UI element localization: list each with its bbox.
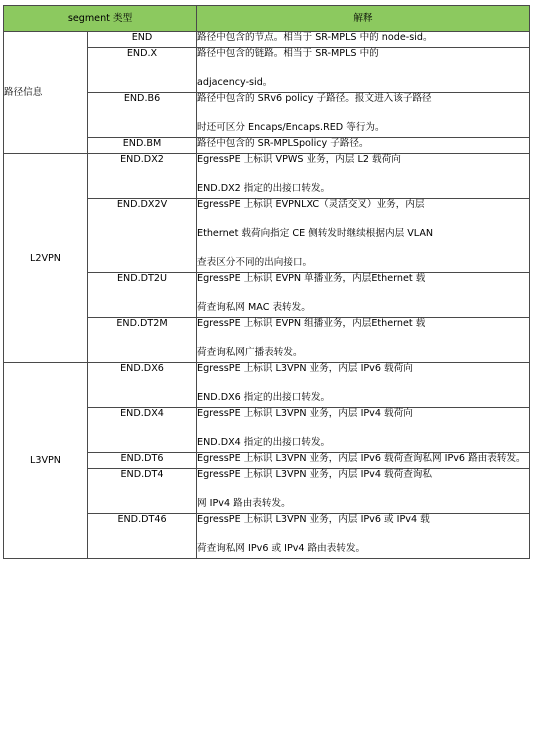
segment-code: END.DT46 [88,514,197,559]
segment-description [197,363,530,408]
segment-code: END.DT2M [88,318,197,363]
description-line: END.DX2 指定的出接口转发。 [197,183,331,195]
segment-description [197,154,530,199]
description-line: Ethernet 载荷向指定 CE 侧转发时继续根据内层 VLAN [197,228,434,240]
table-header-row [4,6,530,32]
description-line: EgressPE 上标识 L3VPN 业务，内层 IPv4 载荷向 [197,408,413,420]
segment-description [197,48,530,93]
segment-description [197,453,530,469]
description-line: EgressPE 上标识 L3VPN 业务，内层 IPv6 载荷查询私网 IPv6 路由表转发。 [197,453,526,465]
description-line: END.DX6 指定的出接口转发。 [197,392,331,404]
description-line: EgressPE 上标识 EVPN 单播业务，内层Ethernet 载 [197,273,426,285]
description-line: END.DX4 指定的出接口转发。 [197,437,331,449]
description-line: adjacency-sid。 [197,77,273,89]
segment-description [197,138,530,154]
header-segment-type: segment 类型 [4,6,197,32]
segment-description [197,514,530,559]
description-line: 荷查询私网 IPv6 或 IPv4 路由表转发。 [197,543,366,555]
description-line: 路径中包含的链路。相当于 SR-MPLS 中的 [197,48,379,60]
description-line: 荷查询私网 MAC 表转发。 [197,302,311,314]
segment-description [197,318,530,363]
segment-code: END.DX2 [88,154,197,199]
table-row [4,32,530,48]
segment-code: END.BM [88,138,197,154]
segment-description [197,273,530,318]
description-line: EgressPE 上标识 VPWS 业务，内层 L2 载荷向 [197,154,401,166]
description-line: EgressPE 上标识 L3VPN 业务，内层 IPv6 载荷向 [197,363,413,375]
segment-code: END.DT6 [88,453,197,469]
group-label: L2VPN [4,154,88,363]
segment-code: END.DT4 [88,469,197,514]
description-line: 时还可区分 Encaps/Encaps.RED 等行为。 [197,122,385,134]
description-line: 路径中包含的 SRv6 policy 子路径。报文进入该子路径 [197,93,432,105]
segment-description [197,93,530,138]
segment-code: END [88,32,197,48]
table-row [4,363,530,408]
description-line: 路径中包含的 SR-MPLSpolicy 子路径。 [197,138,369,150]
segment-code: END.X [88,48,197,93]
group-label: L3VPN [4,363,88,559]
table-row [4,154,530,199]
group-label: 路径信息 [4,32,88,154]
segment-type-table [3,5,530,559]
description-line: EgressPE 上标识 L3VPN 业务，内层 IPv4 载荷查询私 [197,469,432,481]
segment-description [197,199,530,273]
description-line: EgressPE 上标识 EVPN 组播业务，内层Ethernet 载 [197,318,426,330]
description-line: 荷查询私网广播表转发。 [197,347,303,359]
description-line: 网 IPv4 路由表转发。 [197,498,291,510]
segment-code: END.DX2V [88,199,197,273]
description-line: EgressPE 上标识 L3VPN 业务，内层 IPv6 或 IPv4 载 [197,514,430,526]
description-line: 路径中包含的节点。相当于 SR-MPLS 中的 node-sid。 [197,32,433,43]
description-line: EgressPE 上标识 EVPNLXC（灵活交叉）业务，内层 [197,199,425,211]
segment-description [197,469,530,514]
header-explanation: 解释 [197,6,530,32]
segment-code: END.DX6 [88,363,197,408]
segment-description [197,408,530,453]
table-body [4,32,530,559]
segment-code: END.DT2U [88,273,197,318]
segment-code: END.DX4 [88,408,197,453]
description-line: 查表区分不同的出向接口。 [197,257,313,269]
segment-description [197,32,530,48]
segment-code: END.B6 [88,93,197,138]
